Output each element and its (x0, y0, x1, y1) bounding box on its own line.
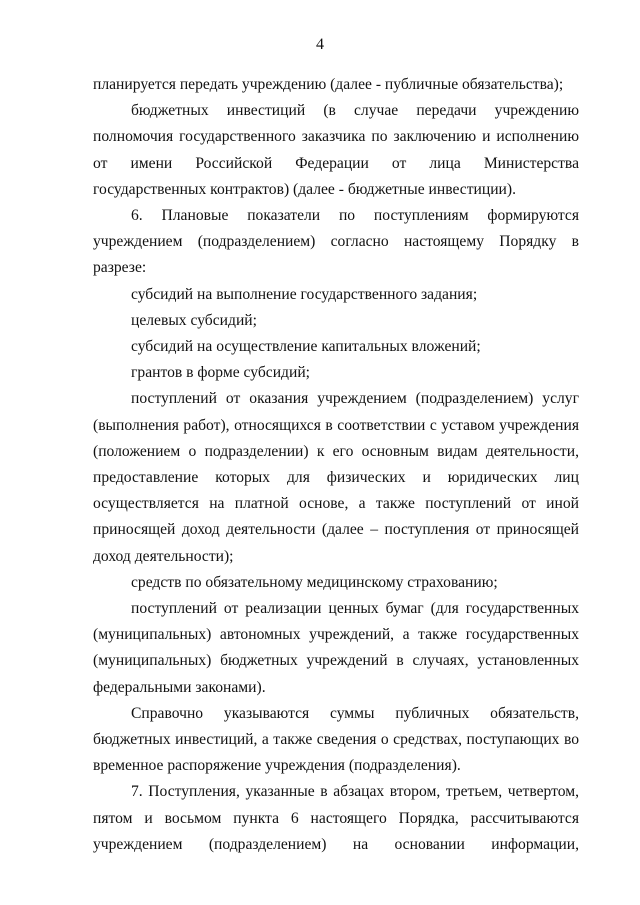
list-item-medical-insurance: средств по обязательному медицинскому страхованию; (131, 573, 498, 591)
page-number: 4 (316, 36, 324, 53)
list-item-grants: грантов в форме субсидий; (131, 364, 311, 382)
paragraph-public-obligations: планируется передать учреждению (далее - публичные обязательства); (93, 76, 564, 93)
paragraph-clause-7: 7. Поступления, указанные в абзацах втором, третьем, четвертом, пятом и восьмом пункта 6 настоящего Порядка, рассчитываются учреждением (подразделением) на основании информации, (93, 783, 579, 853)
paragraph-clause-6: 6. Плановые показатели по поступлениям формируются учреждением (подразделением) согласно настоящему Порядку в разрезе: (93, 207, 579, 277)
paragraph-reference-info: Справочно указываются суммы публичных обязательств, бюджетных инвестиций, а также сведения о средствах, поступающих во временное распоряжение учреждения (подразделения). (93, 704, 579, 775)
document-body (93, 72, 579, 858)
paragraph-budget-investments: бюджетных инвестиций (в случае передачи учреждению полномочия государственного заказчика по заключению и исполнению от имени Российской Федерации от лица Министерства государственных контрактов) (далее - бюджетные инвестиции). (93, 102, 579, 198)
list-item-state-task-subsidies: субсидий на выполнение государственного задания; (131, 285, 478, 303)
list-item-targeted-subsidies: целевых субсидий; (131, 311, 257, 329)
list-item-capital-subsidies: субсидий на осуществление капитальных вложений; (131, 338, 481, 356)
list-item-securities: поступлений от реализации ценных бумаг (для государственных (муниципальных) автономных учреждений, а также государственных (муниципальных) бюджетных учреждений в случаях, установленных федеральными законами). (93, 600, 579, 696)
list-item-service-revenues: поступлений от оказания учреждением (подразделением) услуг (выполнения работ), относящихся в соответствии с уставом учреждения (положением о подразделении) к его основным видам деятельности, предоставление которых для физических и юридических лиц осуществляется на платной основе, а также поступлений от иной приносящей доход деятельности (далее – поступления от приносящей доход деятельности); (93, 390, 579, 565)
